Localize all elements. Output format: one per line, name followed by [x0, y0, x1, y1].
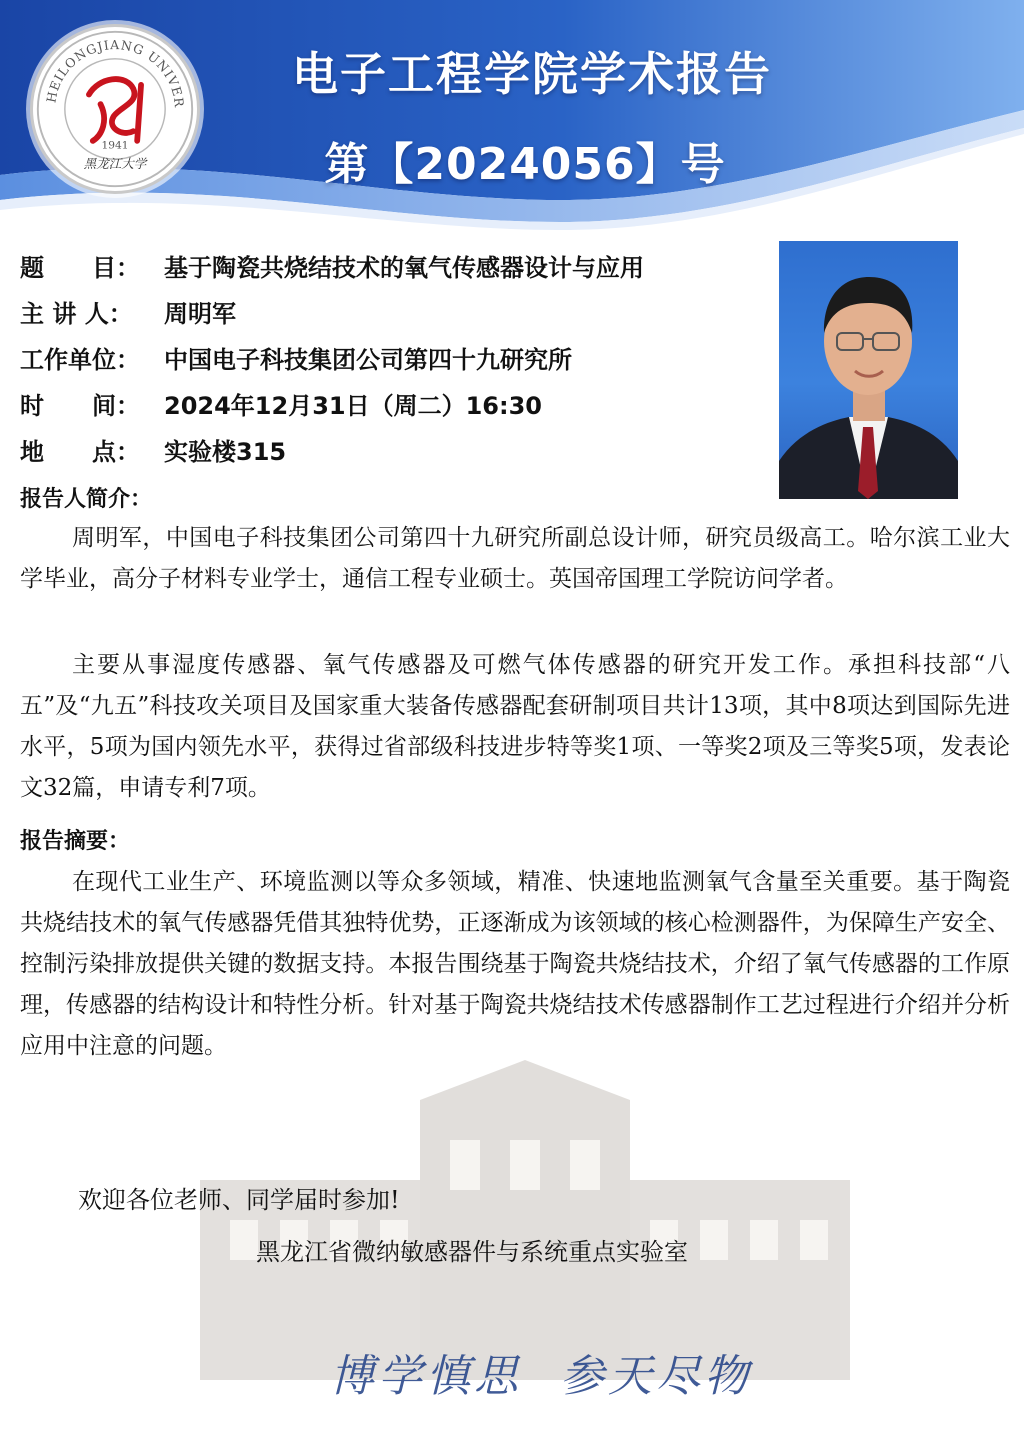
campus-building-watermark [0, 1060, 1024, 1380]
speaker-value: 周明军 [164, 300, 236, 328]
affiliation-row [20, 340, 644, 386]
location-value: 实验楼315 [164, 438, 287, 466]
abstract-paragraph: 在现代工业生产、环境监测以等众多领域，精准、快速地监测氧气含量至关重要。基于陶瓷共烧结技术的氧气传感器凭借其独特优势，正逐渐成为该领域的核心检测器件，为保障生产安全、控制污染排放提供关键的数据支持。本报告围绕基于陶瓷共烧结技术，介绍了氧气传感器的工作原理，传感器的结构设计和特性分析。针对基于陶瓷共烧结技术传感器制作工艺过程进行介绍并分析应用中注意的问题。 [20, 869, 1010, 1059]
location-label: 地 点： [20, 438, 140, 466]
university-motto [330, 1340, 756, 1404]
time-value: 2024年12月31日（周二）16:30 [164, 392, 542, 420]
bio-paragraph-1: 周明军，中国电子科技集团公司第四十九研究所副总设计师，研究员级高工。哈尔滨工业大学毕业，高分子材料专业学士，通信工程专业硕士。英国帝国理工学院访问学者。 [20, 525, 1010, 592]
speaker-label: 主 讲 人： [20, 300, 133, 328]
topic-value: 基于陶瓷共烧结技术的氧气传感器设计与应用 [164, 254, 644, 282]
motto-part-2: 参天尽物 [560, 1351, 752, 1402]
topic-label: 题 目： [20, 254, 140, 282]
time-row [20, 386, 644, 432]
abstract-title: 报告摘要： [20, 829, 131, 854]
welcome-text: 欢迎各位老师、同学届时参加! [78, 1186, 400, 1214]
report-title: 电子工程学院学术报告 [292, 47, 772, 101]
speaker-photo [779, 241, 958, 499]
time-label: 时 间： [20, 392, 140, 420]
topic-row [20, 248, 644, 294]
motto-part-1: 博学慎思 [330, 1351, 522, 1402]
talk-info [20, 248, 644, 478]
organizer-text: 黑龙江省微纳敏感器件与系统重点实验室 [256, 1238, 688, 1266]
affiliation-label: 工作单位： [20, 346, 140, 374]
svg-text:HEILONGJIANG UNIVERSITY: HEILONGJIANG UNIVER [43, 37, 187, 109]
bio-paragraph-2: 主要从事湿度传感器、氧气传感器及可燃气体传感器的研究开发工作。承担科技部“八五”及“九五”科技攻关项目及国家重大装备传感器配套研制项目共计13项，其中8项达到国际先进水平，5项为国内领先水平，获得过省部级科技进步特等奖1项、一等奖2项及三等奖5项，发表论文32篇，申请专利7项。 [20, 652, 1010, 801]
speaker-row [20, 294, 644, 340]
bio-title: 报告人简介： [20, 487, 153, 512]
report-number: 第【2024056】号 [324, 139, 726, 190]
svg-text:黑龙江大学: 黑龙江大学 [83, 155, 147, 171]
location-row [20, 432, 644, 478]
svg-text:1941: 1941 [101, 138, 129, 152]
affiliation-value: 中国电子科技集团公司第四十九研究所 [164, 346, 572, 374]
